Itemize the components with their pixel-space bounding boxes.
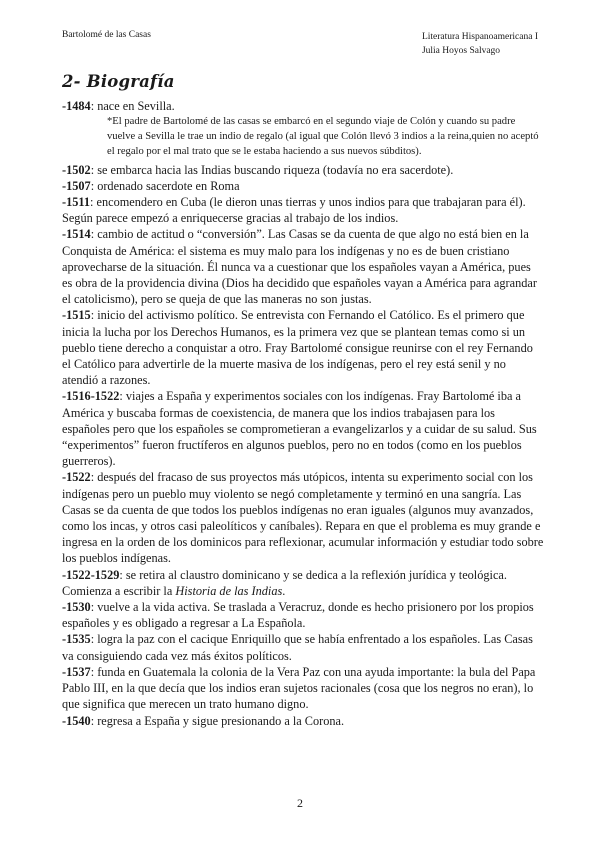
entry-year: -1537 xyxy=(62,664,91,679)
header-author: Julia Hoyos Salvago xyxy=(421,46,501,56)
entry-year: -1507 xyxy=(62,178,91,193)
entry-1540 xyxy=(62,713,544,729)
entry-text: : inicio del activismo político. Se entrevista con Fernando el Católico. Es el primero que inicia la lucha por los Derechos Humanos, es la primera vez que se plantean temas como si un pueblo tiene derecho a conquistar a otro. Fray Bartolomé consigue reunirse con el rey Fernando el Católico para advertirle de la muerte masiva de los indígenas, pero el rey está senil y no atendió a razones. xyxy=(62,308,533,388)
entry-year: -1522-1529 xyxy=(62,567,120,582)
entry-text: : se embarca hacia las Indias buscando riqueza (todavía no era sacerdote). xyxy=(90,162,454,177)
entry-year: -1540 xyxy=(62,713,91,728)
book-title: Historia de las Indias xyxy=(175,583,283,598)
entry-text: : se retira al claustro dominicano y se dedica a la reflexión jurídica y teológica. Comienza a escribir la xyxy=(62,567,507,598)
entry-text: : vuelve a la vida activa. Se traslada a Veracruz, donde es hecho prisionero por los propios españoles y es obligado a regresar a La Española. xyxy=(62,600,534,631)
entry-1515 xyxy=(62,307,544,388)
entry-1507 xyxy=(62,178,544,194)
section-title: 2- Biografía xyxy=(62,72,175,91)
header-right xyxy=(422,30,538,58)
entry-text: : viajes a España y experimentos sociales con los indígenas. Fray Bartolomé iba a América y buscaba formas de coexistencia, de manera que los indios trabajasen para los españoles pero que los españoles se comprometieran a evangelizarlos y a cuidar de su salud. Sus “experimentos” fueron fructíferos en algunos pueblos, pero no en todos (como en los pueblos guerreros). xyxy=(62,389,537,469)
entry-1511 xyxy=(62,194,544,226)
entry-year: -1530 xyxy=(62,600,91,615)
entry-text: : ordenado sacerdote en Roma xyxy=(90,178,240,193)
footnote-father: *El padre de Bartolomé de las casas se embarcó en el segundo viaje de Colón y cuando su padre vuelve a Sevilla le trae un indio de regalo (al igual que Colón llevó 3 indios a la reina,quien no aceptó el regalo por el mal trato que se le estaba haciendo a sus nuevos súbditos). xyxy=(107,116,539,157)
entry-text: : nace en Sevilla. xyxy=(90,99,175,113)
page-number: 2 xyxy=(297,796,303,810)
biography-body xyxy=(62,98,544,729)
entry-year: -1516-1522 xyxy=(62,389,120,404)
entry-1522 xyxy=(62,469,544,566)
header-left-title: Bartolomé de las Casas xyxy=(62,30,151,40)
header-course: Literatura Hispanoamericana I xyxy=(421,32,538,42)
entry-text: : regresa a España y sigue presionando a la Corona. xyxy=(90,713,345,728)
entry-year: -1535 xyxy=(62,632,91,647)
entry-year: -1515 xyxy=(62,308,91,323)
entry-text: : funda en Guatemala la colonia de la Vera Paz con una ayuda importante: la bula del Papa Pablo III, en la que decía que los indios eran sujetos racionales (cosa que los negros no eran), lo que significa que merecen un trato humano digno. xyxy=(62,664,536,712)
entry-year: -1514 xyxy=(62,227,91,242)
entry-text: : logra la paz con el cacique Enriquillo que se había enfrentado a los españoles. Las Casas va consiguiendo cada vez más éxitos políticos. xyxy=(62,632,533,663)
entry-1535 xyxy=(62,631,544,663)
entry-text: : después del fracaso de sus proyectos más utópicos, intenta su experimento social con los indígenas pero un pueblo muy violento se negó completamente y terminó en una sangría. Las Casas se da cuenta de que todos los pueblos indígenas no eran iguales (algunos muy avanzados, como los incas, y otros casi paleolíticos y caníbales). Repara en que el problema es muy grande e ingresa en la orden de los dominicos para reflexionar, acumular información y estudiar todo sobre los pueblos indígenas. xyxy=(62,470,544,566)
entry-1530 xyxy=(62,599,544,631)
entry-1537 xyxy=(62,664,544,713)
entry-year: -1502 xyxy=(62,162,91,177)
entry-text: : encomendero en Cuba (le dieron unas tierras y unos indios para que trabajaran para él). Según parece empezó a enriquecerse gracias al trabajo de los indios. xyxy=(62,195,526,226)
entry-1502 xyxy=(62,162,544,178)
entry-year: -1511 xyxy=(62,195,91,209)
entry-1484 xyxy=(62,98,544,114)
entry-1516-1522 xyxy=(62,388,544,469)
entry-year: -1522 xyxy=(62,470,91,485)
entry-year: -1484 xyxy=(62,99,91,113)
entry-1514 xyxy=(62,226,544,307)
entry-1522-1529 xyxy=(62,567,544,599)
entry-text: : cambio de actitud o “conversión”. Las Casas se da cuenta de que algo no está bien en la Conquista de América: el sistema es muy malo para los indígenas y no es de buen cristiano aprovecharse de la situación. Él nunca va a cuestionar que los españoles vayan a América, pues es obra de la providencia divina (Dios ha decidido que españoles vayan a América para agrandar el catolicismo), pero se queja de que las maneras no son justas. xyxy=(62,227,537,307)
entry-text-end: . xyxy=(282,583,286,598)
